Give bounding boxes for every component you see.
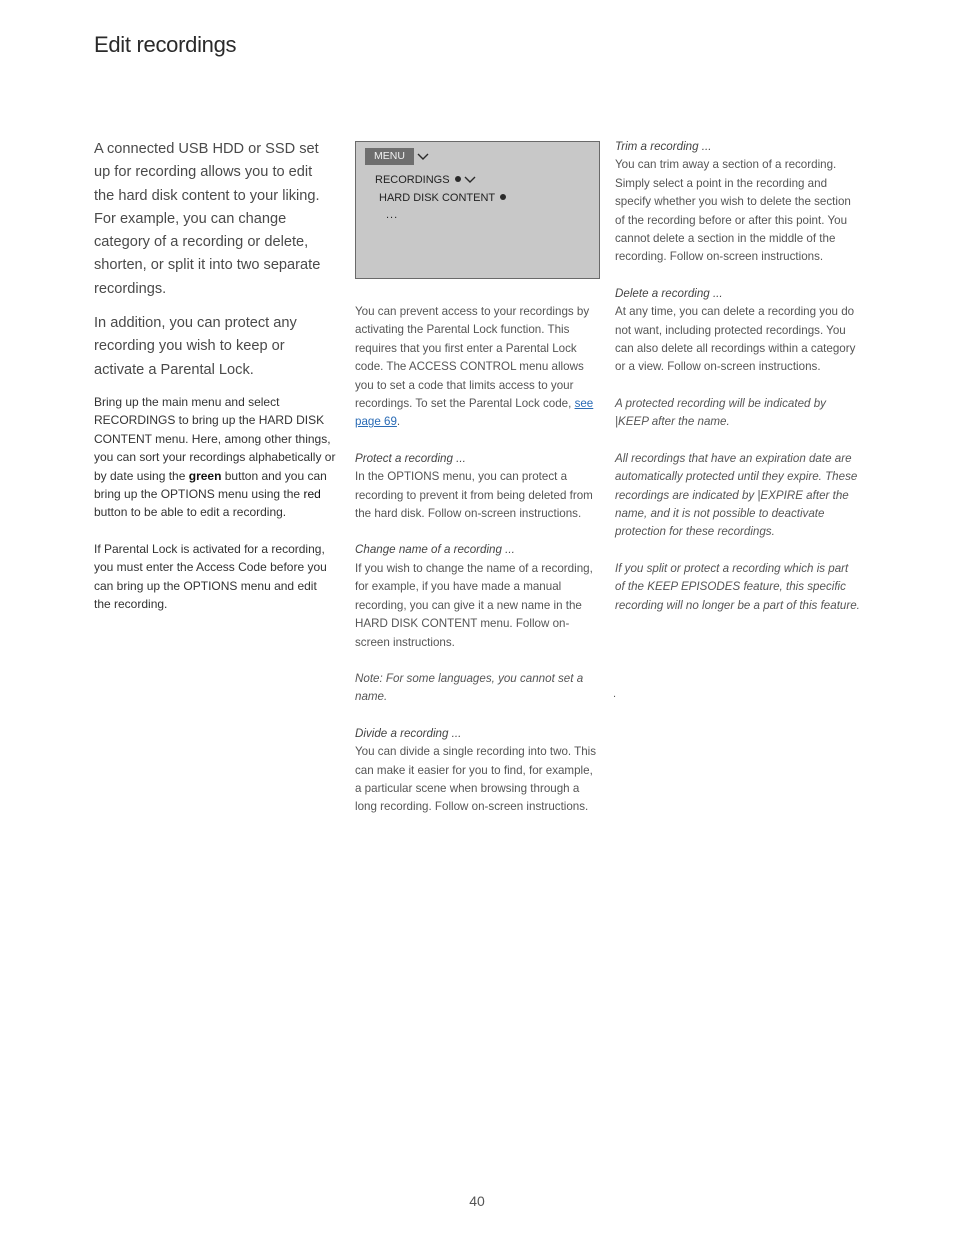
bullet-dot-icon [500, 194, 506, 200]
green-button-label: green [188, 468, 222, 483]
delete-heading: Delete a recording ... [615, 286, 723, 300]
trim-body: You can trim away a section of a recording. Simply select a point in the recording and specify whether you wish to delete the section of the recording before or after this point. You cannot delete a section in the middle of the recording. Follow on-screen instructions. [615, 158, 851, 264]
rename-section [355, 541, 601, 651]
intro-paragraph: A connected USB HDD or SSD set up for recording allows you to edit the hard disk content to your liking. For example, you can change category of a recording or delete, shorten, or split it into two separate recordings. [94, 141, 321, 297]
protect-section [355, 450, 601, 524]
divide-heading: Divide a recording ... [355, 726, 462, 740]
trim-heading: Trim a recording ... [615, 140, 712, 153]
instructions-text-b: button and you can bring up the OPTIONS menu using the [94, 468, 327, 501]
intro-paragraph-protect: In addition, you can protect any recording you wish to keep or activate a Parental Lock. [94, 315, 297, 378]
bullet-dot-icon [455, 176, 461, 182]
language-note: Note: For some languages, you cannot set a name. [355, 671, 584, 704]
divide-section [355, 725, 601, 817]
parental-lock-text-b: . [396, 415, 401, 429]
menu-line-ellipsis: ... [386, 209, 399, 221]
keep-note: A protected recording will be indicated by |KEEP after the name. [615, 396, 826, 429]
page-number: 40 [469, 1193, 485, 1209]
menu-tag: MENU [365, 148, 414, 165]
stray-dot: . [613, 688, 617, 700]
parental-lock-paragraph: If Parental Lock is activated for a recording, you must enter the Access Code before you can bring up the OPTIONS menu and edit the recording. [94, 541, 327, 612]
instructions-text-c: button to be able to edit a recording. [94, 505, 287, 520]
rename-body: If you wish to change the name of a recording, for example, if you have made a manual recording, you can give it a new name in the HARD DISK CONTENT menu. Follow on-screen instructions. [355, 561, 593, 649]
expire-note: All recordings that have an expiration date are automatically protected until they expire. These recordings are indicated by |EXPIRE after the name, and it is not possible to deactivate protection for these recordings. [615, 451, 858, 539]
protect-heading: Protect a recording ... [355, 451, 466, 465]
instructions-text-a: Bring up the main menu and select RECORDINGS to bring up the HARD DISK CONTENT menu. Here, among other things, you can sort your recordings alphabetically or by date using the [94, 394, 336, 483]
instructions-paragraph [94, 393, 336, 522]
column-right [615, 138, 860, 633]
parental-lock-text-a: You can prevent access to your recordings by activating the Parental Lock function. This requires that you first enter a Parental Lock code. The ACCESS CONTROL menu allows you to set a code that limits access to your recordings. To set the Parental Lock code, [355, 305, 590, 411]
divide-body: You can divide a single recording into two. This can make it easier for you to find, for example, a particular scene when browsing through a long recording. Follow on-screen instructions. [355, 745, 597, 814]
keep-episodes-note: If you split or protect a recording which is part of the KEEP EPISODES feature, this specific recording will no longer be a part of this feature. [615, 561, 860, 612]
column-intro [94, 138, 336, 631]
menu-diagram [355, 141, 600, 279]
column-middle [355, 138, 601, 835]
menu-line-recordings-label: RECORDINGS [375, 174, 450, 186]
page-title: Edit recordings [94, 32, 237, 57]
parental-lock-info [355, 303, 601, 432]
delete-section [615, 285, 860, 377]
menu-line-hard-disk-content [379, 191, 506, 205]
protect-body: In the OPTIONS menu, you can protect a recording to prevent it from being deleted from the hard disk. Follow on-screen instructions. [355, 470, 593, 521]
rename-heading: Change name of a recording ... [355, 543, 515, 557]
red-button-label: red [303, 487, 321, 501]
menu-line-hard-disk-content-label: HARD DISK CONTENT [379, 192, 496, 204]
delete-body: At any time, you can delete a recording you do not want, including protected recordings. You can also delete all recordings within a category or a view. Follow on-screen instructions. [615, 305, 856, 374]
trim-section [615, 138, 860, 267]
chevron-down-icon [464, 175, 476, 184]
menu-line-recordings [375, 173, 476, 187]
page-69-link[interactable]: see page 69 [355, 397, 594, 429]
chevron-down-icon [417, 152, 429, 162]
